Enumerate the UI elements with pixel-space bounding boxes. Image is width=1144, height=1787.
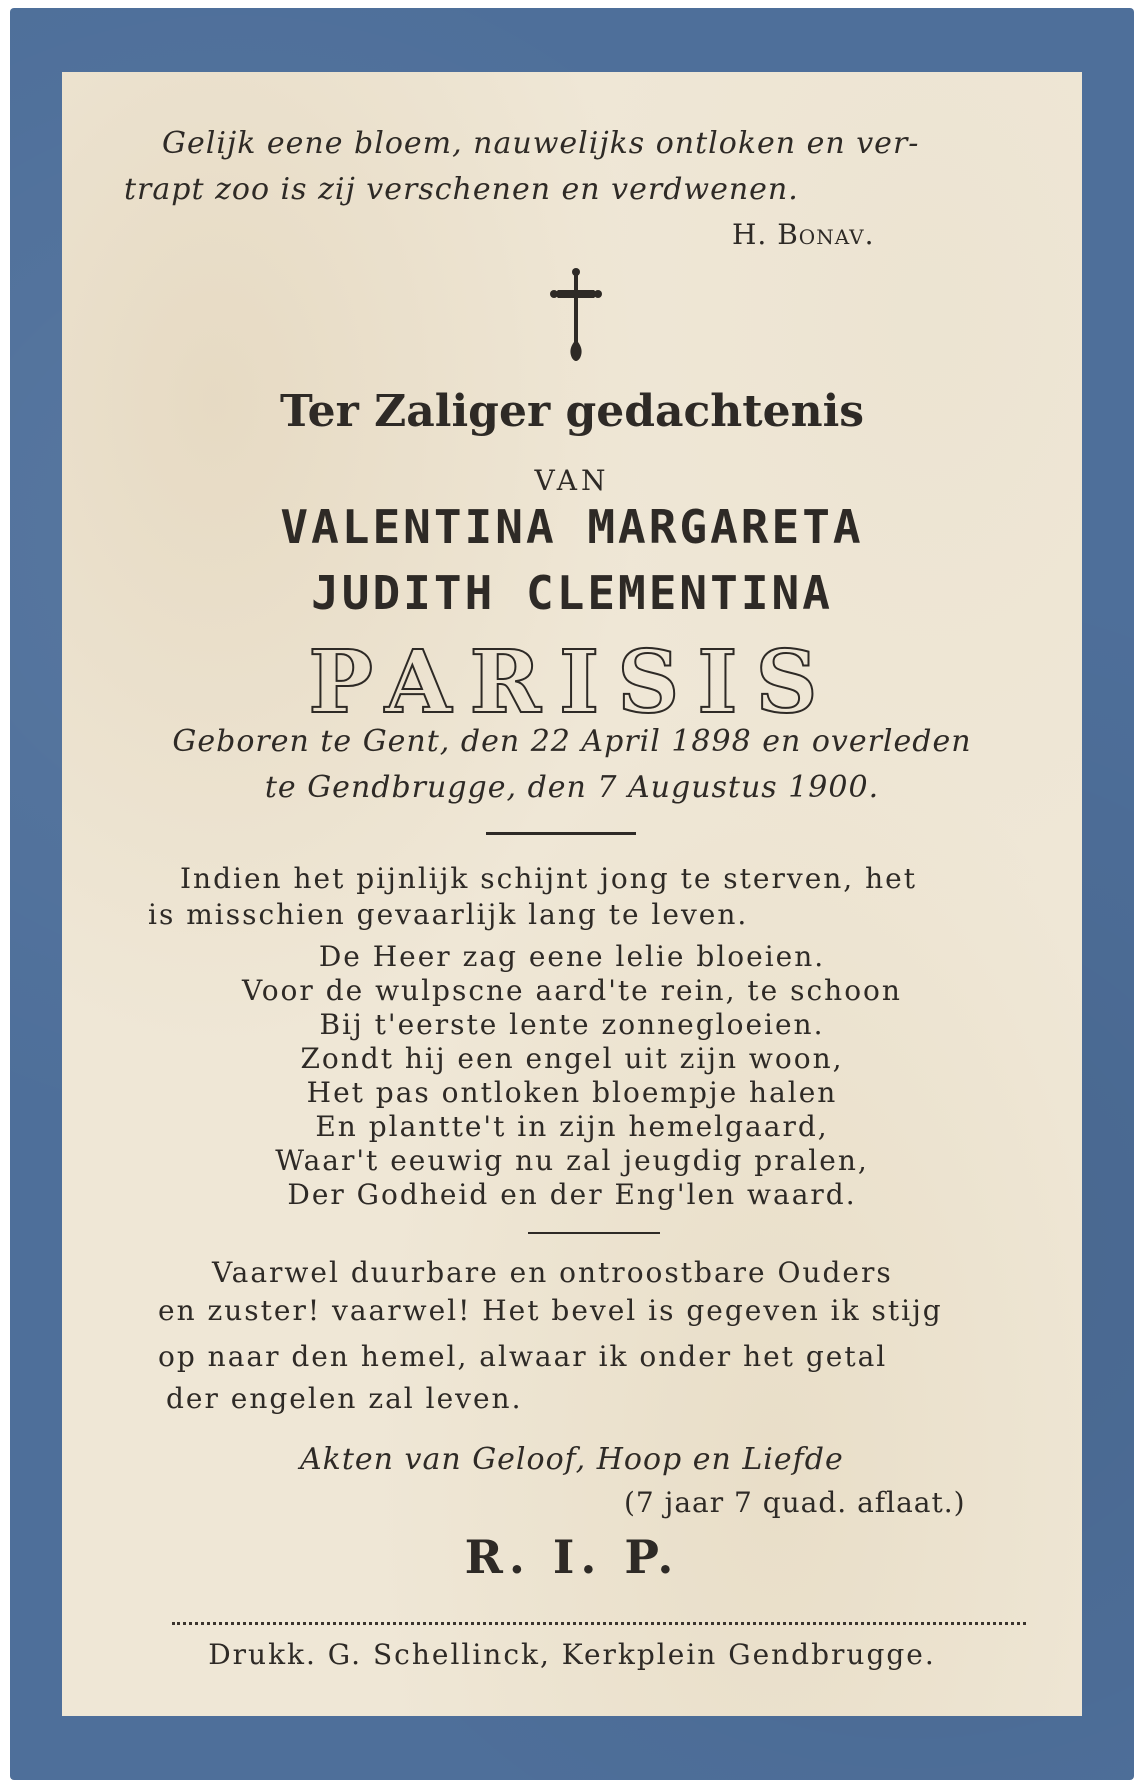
paragraph-1-line-1: Indien het pijnlijk schijnt jong te sterven, het xyxy=(180,862,917,895)
poem-line: Der Godheid en der Eng'len waard. xyxy=(287,1178,857,1211)
paragraph-2-line-2: en zuster! vaarwel! Het bevel is gegeven ik stijg xyxy=(158,1294,943,1327)
cross-icon xyxy=(550,268,602,364)
memorial-card xyxy=(10,8,1134,1780)
divider-rule xyxy=(486,832,636,835)
poem-line: Voor de wulpscne aard'te rein, te schoon xyxy=(242,974,902,1007)
indulgence-note: (7 jaar 7 quad. aflaat.) xyxy=(624,1486,966,1519)
poem-line: En plantte't in zijn hemelgaard, xyxy=(315,1110,829,1143)
paragraph-1-line-2: is misschien gevaarlijk lang te leven. xyxy=(148,898,749,931)
memorial-heading: Ter Zaliger gedachtenis xyxy=(279,386,865,437)
poem-line: Waar't eeuwig nu zal jeugdig pralen, xyxy=(275,1144,869,1177)
birth-death-line-2: te Gendbrugge, den 7 Augustus 1900. xyxy=(264,770,880,805)
divider-rule xyxy=(528,1232,660,1234)
birth-death-line-1: Geboren te Gent, den 22 April 1898 en overleden xyxy=(172,724,972,759)
paragraph-2-line-4: der engelen zal leven. xyxy=(166,1382,523,1415)
dotted-divider xyxy=(172,1622,1026,1625)
memorial-van: VAN xyxy=(534,464,610,497)
epigraph-line-1: Gelijk eene bloem, nauwelijks ontloken en ver- xyxy=(162,126,920,161)
poem-line: Zondt hij een engel uit zijn woon, xyxy=(300,1042,844,1075)
epigraph-line-2: trapt zoo is zij verschenen en verdwenen. xyxy=(124,172,799,207)
given-names-line-2: JUDITH CLEMENTINA xyxy=(311,566,833,620)
poem-line: Bij t'eerste lente zonnegloeien. xyxy=(319,1008,825,1041)
printer-imprint: Drukk. G. Schellinck, Kerkplein Gendbrugge. xyxy=(208,1638,936,1671)
given-names-line-1: VALENTINA MARGARETA xyxy=(280,500,864,554)
poem-line: De Heer zag eene lelie bloeien. xyxy=(318,940,826,973)
prayer-acts: Akten van Geloof, Hoop en Liefde xyxy=(300,1442,844,1477)
poem-line: Het pas ontloken bloempje halen xyxy=(306,1076,838,1109)
epigraph-author: H. Bonav. xyxy=(732,218,875,251)
paragraph-2-line-3: op naar den hemel, alwaar ik onder het getal xyxy=(158,1340,888,1373)
paragraph-2-line-1: Vaarwel duurbare en ontroostbare Ouders xyxy=(212,1256,893,1289)
rip-text: R. I. P. xyxy=(464,1530,680,1584)
surname: PARISIS xyxy=(308,632,836,733)
card-paper xyxy=(62,72,1082,1716)
